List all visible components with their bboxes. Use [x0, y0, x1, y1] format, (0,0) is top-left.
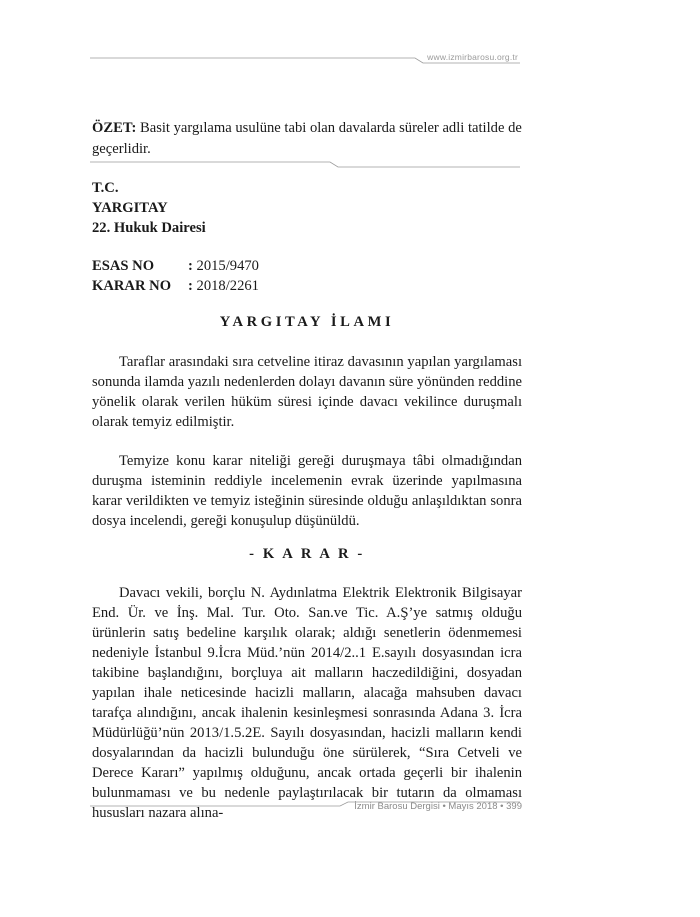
esas-label: ESAS NO — [92, 258, 155, 274]
karar-label: KARAR NO — [92, 278, 172, 294]
karar-value: 2018/2261 — [196, 278, 259, 294]
summary-label: ÖZET: — [92, 120, 137, 136]
esas-value: 2015/9470 — [196, 258, 259, 274]
karar-row — [92, 276, 259, 296]
karar-colon: : — [188, 278, 193, 294]
esas-row — [92, 256, 259, 276]
court-block — [92, 178, 206, 238]
summary-rule — [90, 160, 520, 170]
court-country: T.C. — [92, 180, 119, 196]
ilam-heading: YARGITAY İLAMI — [219, 314, 395, 330]
paragraph-3: Davacı vekili, borçlu N. Aydınlatma Elektrik Elektronik Bilgisayar End. Ür. ve İnş. Mal. Tur. Oto. San.ve Tic. A.Ş’ye satmış olduğu ürünlerin satış bedeline karşılık olarak; aldığı senetlerin ödenmemesi nedeniyle İstanbul 9.İcra Müd.’nün 2014/2..1 E.sayılı dosyasından icra takibine başlandığını, borçluya ait malların haczedildiğini, dosyadan yapılan ihale neticesinde hacizli malların, alacağa mahsuben davacı tarafça alındığını, ancak ihalenin kesinleşmesi sonrasında Adana 3. İcra Müdürlüğü’nün 2013/1.5.2E. Sayılı dosyasından, hacizli malların kendi dosyalarından da hacizli bulunduğu öne sürülerek, “Sıra Cetveli ve Derece Kararı” yapılmış olduğunu, ancak ortada geçerli bir ihalenin bulunmaması ve bu nedenle paylaştırılacak bir tutarın da olmaması hususları nazara alına- — [92, 585, 522, 821]
case-numbers — [92, 256, 259, 296]
header-rule — [90, 56, 520, 66]
court-chamber: 22. Hukuk Dairesi — [92, 220, 206, 236]
paragraph-2: Temyize konu karar niteliği gereği duruşmaya tâbi olmadığından duruşma isteminin reddiyle incelemenin evrak üzerinde yapılmasına karar verildikten ve temyiz isteğinin süresinde olduğu anlaşıldıktan sonra dosya incelendi, gereği konuşulup düşünüldü. — [92, 453, 522, 529]
karar-heading: - K A R A R - — [249, 546, 365, 562]
court-name: YARGITAY — [92, 200, 168, 216]
summary-text: Basit yargılama usulüne tabi olan davalarda süreler adli tatilde de geçerlidir. — [92, 120, 522, 157]
esas-colon: : — [188, 258, 193, 274]
summary-block — [92, 118, 522, 160]
site-url[interactable]: www.izmirbarosu.org.tr — [427, 52, 518, 62]
paragraph-1: Taraflar arasındaki sıra cetveline itiraz davasının yapılan yargılaması sonunda ilamda yazılı nedenlerden dolayı davanın süre yönünden reddine yönelik olarak verilen hüküm süresi içinde davacı vekilince duruşmalı olarak temyiz edilmiştir. — [92, 354, 522, 430]
footer-text: İzmir Barosu Dergisi • Mayıs 2018 • 399 — [354, 801, 522, 812]
